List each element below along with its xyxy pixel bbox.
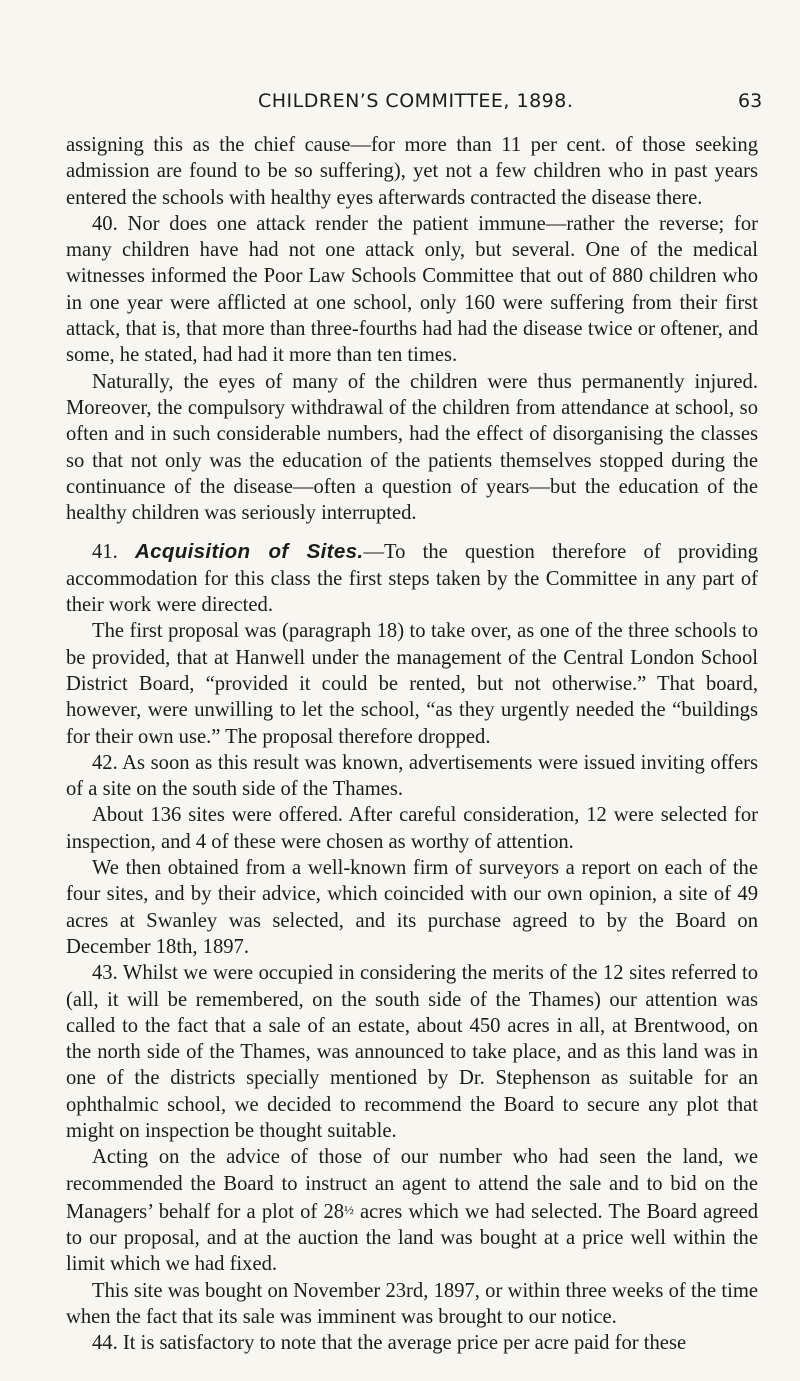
paragraph-site-bought: This site was bought on November 23rd, 1897, or within three weeks of the time when the fact that its sale was imminent was brought to our notice. [66, 1279, 758, 1329]
running-header [0, 90, 800, 120]
section-heading: Acquisition of Sites. [134, 540, 364, 564]
paragraph-acting-text-after: acres which we had selected. The Board agreed to our proposal, and at the auction the land was bought at a price well within the limit which we had fixed. [66, 1200, 759, 1276]
fraction: ½ [344, 1201, 354, 1217]
running-title: CHILDREN’S COMMITTEE, 1898. [258, 90, 574, 112]
paragraph-first-proposal: The first proposal was (paragraph 18) to take over, as one of the three schools to be provided, that at Hanwell under the management of the Central London School District Board, “provided it could be rented, but not otherwise.” That board, however, were unwilling to let the school, “as they urgently needed the “buildings for their own use.” The proposal therefore dropped. [66, 620, 758, 748]
paragraph-continuation: assigning this as the chief cause—for more than 11 per cent. of those seeking admission are found to be so suffering), yet not a few children who in past years entered the schools with healthy eyes afterwards contracted the disease there. [66, 134, 758, 209]
paragraph-naturally: Naturally, the eyes of many of the children were thus permanently injured. Moreover, the compulsory withdrawal of the children from attendance at school, so often and in such considerable numbers, had the effect of disorganising the classes so that not only was the education of the patients themselves stopped during the continuance of the disease—often a question of years—but the education of the healthy children was seriously interrupted. [66, 370, 758, 525]
paragraph-42: 42. As soon as this result was known, advertisements were issued inviting offers of a site on the south side of the Thames. [66, 751, 758, 801]
paragraph-acting [66, 1144, 758, 1277]
paragraph-acting-text-before: Acting on the advice of those of our number who had seen the land, we recommended the Board to instruct an agent to attend the sale and to bid on the Managers’ behalf for a plot of 28 [66, 1146, 758, 1223]
body-text [66, 132, 758, 1357]
paragraph-41-text: —To the question therefore of providing accommodation for this class the first steps taken by the Committee in any part of their work were directed. [66, 541, 758, 617]
paragraph-surveyors: We then obtained from a well-known firm of surveyors a report on each of the four sites, and by their advice, which coincided with our own opinion, a site of 49 acres at Swanley was selected, and its purchase agreed to by the Board on December 18th, 1897. [66, 857, 758, 958]
paragraph-40: 40. Nor does one attack render the patient immune—rather the reverse; for many children have had not one attack only, but several. One of the medical witnesses informed the Poor Law Schools Committee that out of 880 children who in one year were afflicted at one school, only 160 were suffering from their first attack, that is, that more than three-fourths had had the disease twice or oftener, and some, he stated, had had it more than ten times. [66, 212, 758, 367]
paragraph-44: 44. It is satisfactory to note that the average price per acre paid for these [92, 1332, 687, 1355]
paragraph-41 [66, 539, 758, 618]
page-number: 63 [738, 90, 763, 112]
paragraph-sites-offered: About 136 sites were offered. After careful consideration, 12 were selected for inspection, and 4 of these were chosen as worthy of attention. [66, 804, 758, 853]
paragraph-number: 41. [92, 541, 118, 564]
paragraph-43: 43. Whilst we were occupied in considering the merits of the 12 sites referred to (all, it will be remembered, on the south side of the Thames) our attention was called to the fact that a sale of an estate, about 450 acres in all, at Brentwood, on the north side of the Thames, was announced to take place, and as this land was in one of the districts specially mentioned by Dr. Stephenson as suitable for an ophthalmic school, we decided to recommend the Board to secure any plot that might on inspection be thought suitable. [66, 962, 758, 1142]
